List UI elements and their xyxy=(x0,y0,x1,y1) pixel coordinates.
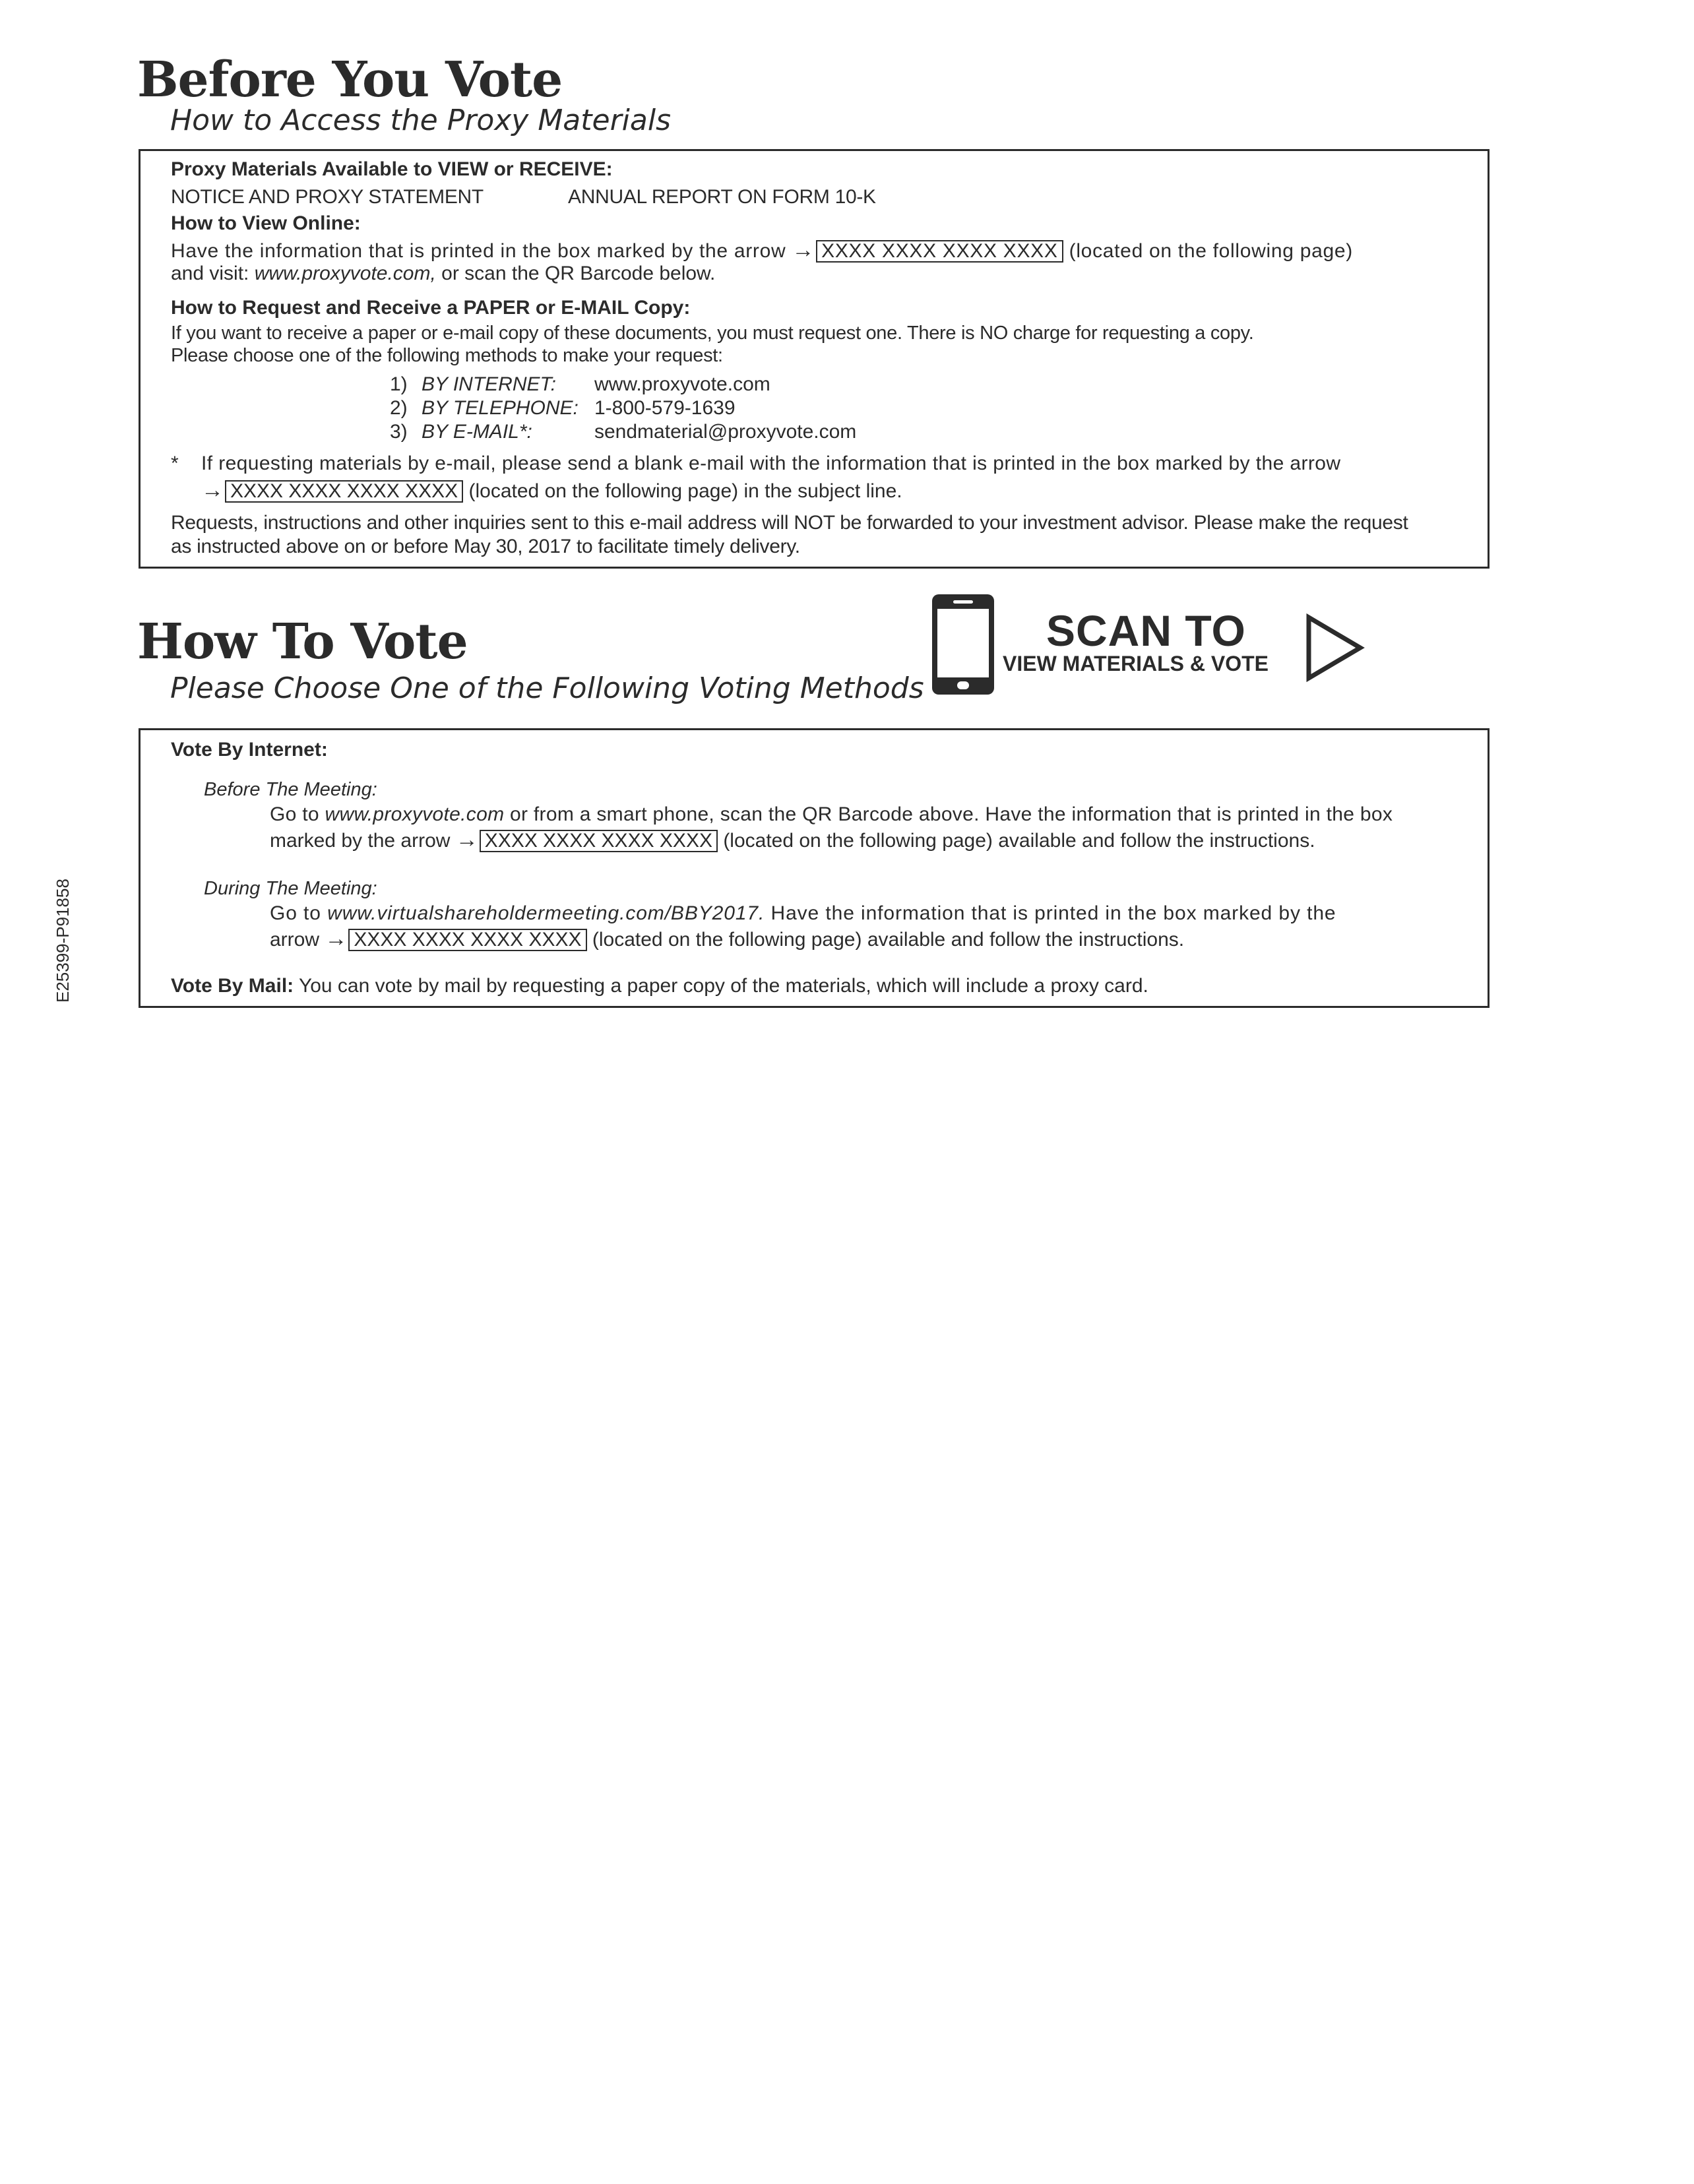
vote-by-mail-heading: Vote By Mail: xyxy=(171,975,294,997)
vote-by-internet-heading: Vote By Internet: xyxy=(171,739,328,761)
during-line-suffix: (located on the following page) available and follow the instructions. xyxy=(592,929,1185,951)
play-triangle-icon xyxy=(1305,613,1365,682)
notice-line-1: Requests, instructions and other inquiries sent to this e-mail address will NOT be forwarded to your investment advisor. Please make the request xyxy=(171,512,1408,534)
section-title-before-you-vote: Before You Vote xyxy=(137,51,563,108)
control-code-box: XXXX XXXX XXXX XXXX xyxy=(225,480,463,503)
footnote-suffix: (located on the following page) in the subject line. xyxy=(468,480,902,502)
scan-to-subheading: VIEW MATERIALS & VOTE xyxy=(1003,652,1269,675)
arrow-right-icon: → xyxy=(325,926,348,951)
phone-speaker xyxy=(953,600,973,604)
view-line-text: Have the information that is printed in the box marked by the arrow xyxy=(171,240,786,262)
before-meeting-label: Before The Meeting: xyxy=(204,779,377,800)
during-meeting-line-2 xyxy=(270,927,1184,952)
during-line-prefix: arrow xyxy=(270,929,320,951)
go-to-text: Go to xyxy=(270,902,321,924)
before-meeting-line-2 xyxy=(270,828,1315,853)
control-code-box: XXXX XXXX XXXX XXXX xyxy=(816,240,1063,263)
before-line-suffix: (located on the following page) available and follow the instructions. xyxy=(723,830,1315,852)
material-notice: NOTICE AND PROXY STATEMENT xyxy=(171,186,484,208)
footnote-star: * xyxy=(171,452,179,474)
phone-screen xyxy=(937,609,989,677)
during-line-text: Have the information that is printed in the box marked by the xyxy=(770,902,1336,924)
control-code-box: XXXX XXXX XXXX XXXX xyxy=(348,929,586,951)
section-subtitle-voting-methods: Please Choose One of the Following Voting Methods xyxy=(170,671,924,705)
before-line-prefix: marked by the arrow xyxy=(270,830,451,852)
view-line-prefix: and visit: xyxy=(171,263,249,284)
during-meeting-line-1 xyxy=(270,902,1336,925)
method-2-value[interactable]: 1-800-579-1639 xyxy=(594,397,736,419)
method-1-num: 1) xyxy=(390,373,408,395)
footnote-line-1: If requesting materials by e-mail, please send a blank e-mail with the information that is printed in the box marked by the arrow xyxy=(201,452,1341,474)
before-line-text: or from a smart phone, scan the QR Barcode above. Have the information that is printed in the box xyxy=(510,803,1393,825)
arrow-right-icon: → xyxy=(201,478,224,503)
control-code-box: XXXX XXXX XXXX XXXX xyxy=(480,830,718,852)
materials-heading: Proxy Materials Available to VIEW or RECEIVE: xyxy=(171,158,613,180)
before-meeting-line-1 xyxy=(270,803,1393,827)
go-to-text: Go to xyxy=(270,803,319,825)
view-online-heading: How to View Online: xyxy=(171,212,361,234)
during-meeting-label: During The Meeting: xyxy=(204,878,377,899)
method-2-label: BY TELEPHONE: xyxy=(422,397,579,419)
request-line-2: Please choose one of the following methods to make your request: xyxy=(171,345,723,366)
method-2-num: 2) xyxy=(390,397,408,419)
side-document-code: E25399-P91858 xyxy=(53,879,73,1003)
proxyvote-link[interactable]: www.proxyvote.com xyxy=(325,803,505,825)
section-subtitle-access: How to Access the Proxy Materials xyxy=(170,104,671,137)
section-title-how-to-vote: How To Vote xyxy=(137,613,468,670)
arrow-right-icon: → xyxy=(792,237,815,263)
method-3-value[interactable]: sendmaterial@proxyvote.com xyxy=(594,421,857,443)
method-3-num: 3) xyxy=(390,421,408,443)
request-line-1: If you want to receive a paper or e-mail copy of these documents, you must request one. There is NO charge for requesting a copy. xyxy=(171,323,1254,344)
view-line-suffix: (located on the following page) xyxy=(1069,240,1353,262)
phone-home-button xyxy=(957,681,969,689)
voting-methods-box xyxy=(139,728,1490,1008)
virtual-meeting-link[interactable]: www.virtualshareholdermeeting.com/BBY2017. xyxy=(327,902,765,924)
material-annual-report: ANNUAL REPORT ON FORM 10-K xyxy=(568,186,876,208)
view-online-line-2 xyxy=(171,262,715,286)
footnote-line-2 xyxy=(201,478,902,503)
scan-to-heading: SCAN TO xyxy=(1046,606,1246,655)
arrow-right-icon: → xyxy=(455,827,478,852)
proxy-materials-box xyxy=(139,149,1490,569)
view-online-line-1 xyxy=(171,238,1353,263)
method-3-label: BY E-MAIL*: xyxy=(422,421,532,443)
view-line-suffix: or scan the QR Barcode below. xyxy=(441,263,716,284)
request-heading: How to Request and Receive a PAPER or E-MAIL Copy: xyxy=(171,297,691,319)
notice-line-2: as instructed above on or before May 30, 2017 to facilitate timely delivery. xyxy=(171,536,800,557)
vote-by-mail-text: You can vote by mail by requesting a paper copy of the materials, which will include a proxy card. xyxy=(298,975,1148,997)
vote-by-mail-line xyxy=(171,974,1148,998)
smartphone-icon xyxy=(932,594,994,695)
method-1-label: BY INTERNET: xyxy=(422,373,556,395)
method-1-value[interactable]: www.proxyvote.com xyxy=(594,373,770,395)
proxyvote-link[interactable]: www.proxyvote.com, xyxy=(254,263,436,284)
